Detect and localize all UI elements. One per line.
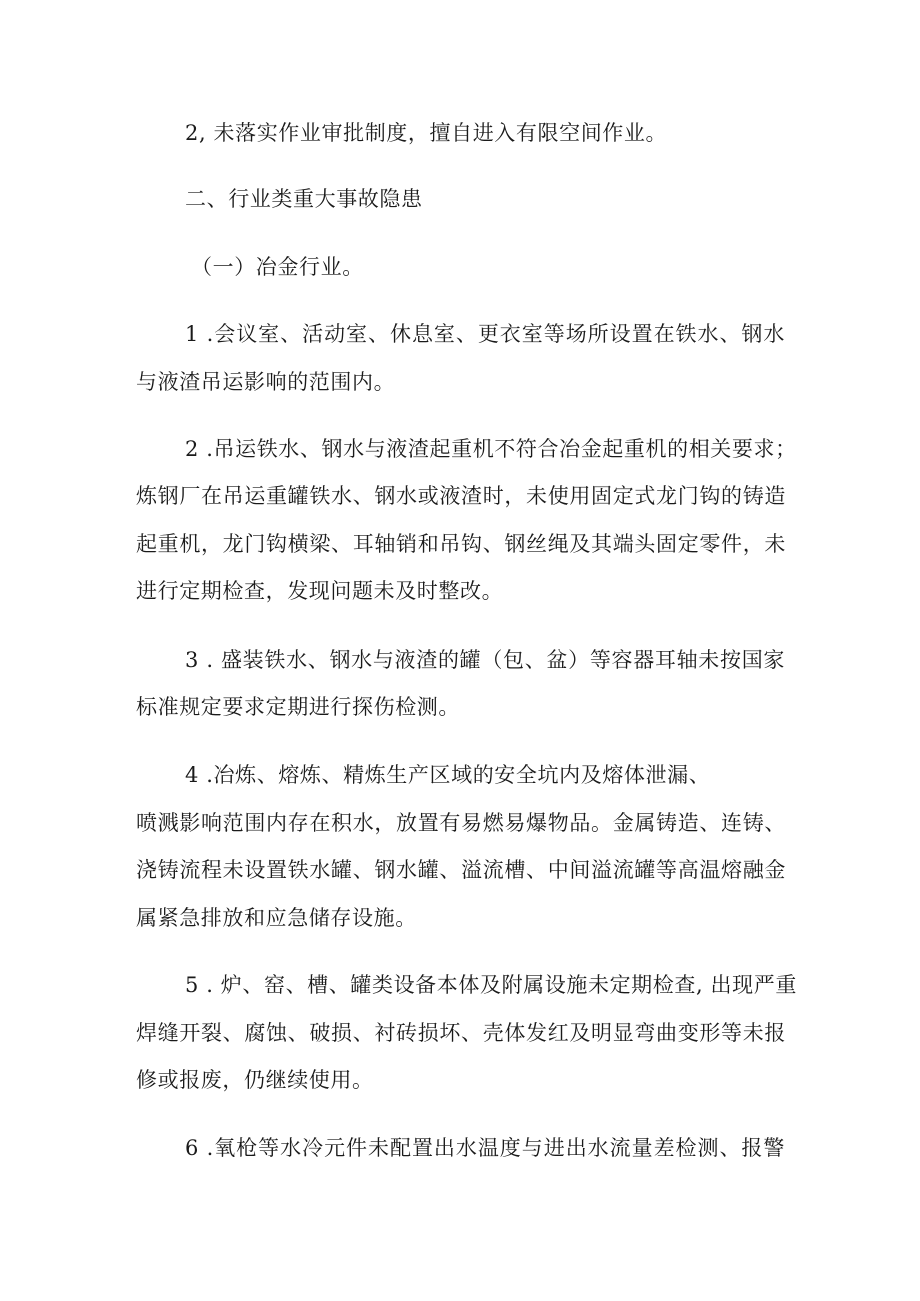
item-5-line-1: 5 . 炉、窑、槽、罐类设备本体及附属设施未定期检查, 出现严重	[185, 973, 797, 997]
item-2-line-3: 起重机，龙门钩横梁、耳轴销和吊钩、钢丝绳及其端头固定零件，未	[136, 532, 786, 556]
section-heading-industry: 二、行业类重大事故隐患	[185, 187, 423, 211]
item-2-line-2: 炼钢厂在吊运重罐铁水、钢水或液渣时，未使用固定式龙门钩的铸造	[136, 484, 786, 508]
item-3-line-1: 3 . 盛装铁水、钢水与液渣的罐（包、盆）等容器耳轴未按国家	[185, 648, 785, 672]
item-3-line-2: 标准规定要求定期进行探伤检测。	[136, 695, 460, 719]
item-6-line-1: 6 .氧枪等水冷元件未配置出水温度与进出水流量差检测、报警	[185, 1136, 785, 1160]
item-2-line-1: 2 .吊运铁水、钢水与液渣起重机不符合冶金起重机的相关要求；	[185, 437, 797, 461]
subsection-heading-metallurgy: （一）冶金行业。	[191, 255, 364, 279]
item-5-line-2: 焊缝开裂、腐蚀、破损、衬砖损坏、壳体发红及明显弯曲变形等未报	[136, 1021, 786, 1045]
item-5-line-3: 修或报废，仍继续使用。	[136, 1068, 374, 1092]
item-1-line-2: 与液渣吊运影响的范围内。	[136, 370, 396, 394]
item-4-line-2: 喷溅影响范围内存在积水，放置有易燃易爆物品。金属铸造、连铸、	[136, 811, 786, 835]
item-4-line-1: 4 .冶炼、熔炼、精炼生产区域的安全坑内及熔体泄漏、	[185, 763, 711, 787]
item-2-confined-space: 2, 未落实作业审批制度，擅自进入有限空间作业。	[185, 121, 668, 145]
item-1-line-1: 1 .会议室、活动室、休息室、更衣室等场所设置在铁水、钢水	[185, 322, 785, 346]
item-2-line-4: 进行定期检查，发现问题未及时整改。	[136, 579, 504, 603]
item-4-line-3: 浇铸流程未设置铁水罐、钢水罐、溢流槽、中间溢流罐等高温熔融金	[136, 858, 786, 882]
item-4-line-4: 属紧急排放和应急储存设施。	[136, 906, 417, 930]
